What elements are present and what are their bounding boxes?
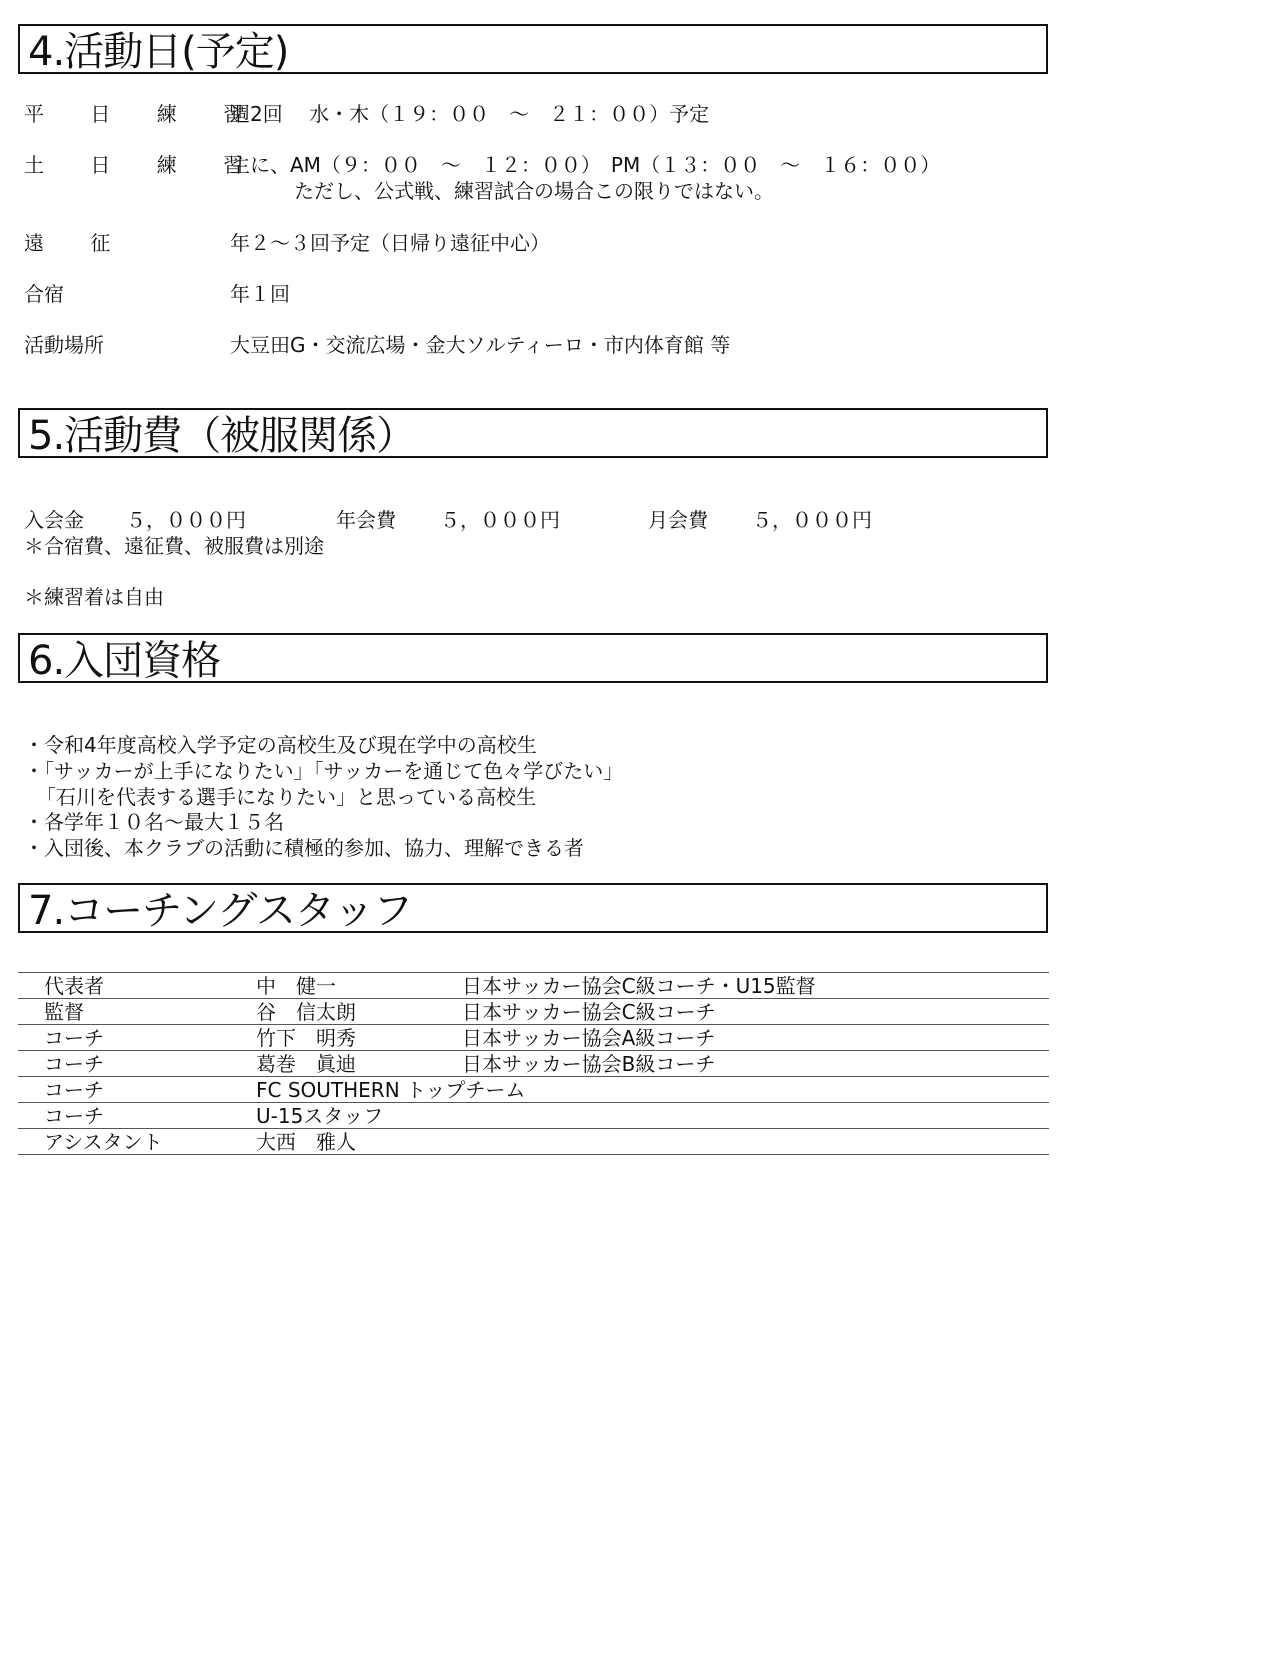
expedition-label: 遠 征 (24, 231, 131, 255)
location-label: 活動場所 (24, 333, 104, 357)
staff-role: コーチ (18, 1025, 256, 1051)
entry-fee-amount: ５，０００円 (126, 508, 246, 532)
staff-role: コーチ (18, 1103, 256, 1129)
qualification-line-2: ・「サッカーが上手になりたい」「サッカーを通じて色々学びたい」 (24, 759, 624, 783)
weekday-practice-label: 平 日 練 習 (24, 102, 264, 126)
qualification-line-5: ・入団後、本クラブの活動に積極的参加、協力、理解できる者 (24, 836, 584, 860)
weekend-practice-value: 主に、AM（９：００ ～ １２：００） PM（１３：００ ～ １６：００） (230, 153, 941, 177)
qualification-line-1: ・令和4年度高校入学予定の高校生及び現在学中の高校生 (24, 733, 537, 757)
staff-cert: 日本サッカー協会C級コーチ (462, 999, 1049, 1025)
section-6-header (18, 633, 1048, 683)
qualification-line-4: ・各学年１０名～最大１５名 (24, 810, 284, 834)
camp-value: 年１回 (230, 282, 290, 306)
staff-name: 中 健一 (256, 973, 462, 999)
entry-fee-label: 入会金 (24, 508, 84, 532)
table-row (18, 1025, 1049, 1051)
monthly-fee-amount: ５，０００円 (752, 508, 872, 532)
weekday-practice-value: 週2回 水・木（１９：００ ～ ２１：００）予定 (230, 102, 710, 126)
staff-table (18, 972, 1049, 1155)
section-4-title: 4.活動日(予定) (28, 29, 289, 75)
staff-name: FC SOUTHERN トップチーム (256, 1077, 1049, 1103)
staff-role: コーチ (18, 1077, 256, 1103)
staff-name: 葛巻 眞迪 (256, 1051, 462, 1077)
table-row (18, 1077, 1049, 1103)
staff-role: コーチ (18, 1051, 256, 1077)
fees-note-2: ＊練習着は自由 (24, 585, 164, 609)
table-row (18, 1103, 1049, 1129)
table-row (18, 1051, 1049, 1077)
weekend-practice-label: 土 日 練 習 (24, 153, 264, 177)
staff-role: 監督 (18, 999, 256, 1025)
fees-note-1: ＊合宿費、遠征費、被服費は別途 (24, 534, 324, 558)
qualification-line-3: 「石川を代表する選手になりたい」と思っている高校生 (36, 785, 536, 809)
staff-name: 谷 信太朗 (256, 999, 462, 1025)
staff-name: 竹下 明秀 (256, 1025, 462, 1051)
staff-cert: 日本サッカー協会A級コーチ (462, 1025, 1049, 1051)
section-6-title: 6.入団資格 (28, 638, 221, 684)
table-row (18, 1129, 1049, 1155)
staff-cert: 日本サッカー協会C級コーチ・U15監督 (462, 973, 1049, 999)
expedition-value: 年２～３回予定（日帰り遠征中心） (230, 231, 550, 255)
staff-name: 大西 雅人 (256, 1129, 1049, 1155)
table-row (18, 973, 1049, 999)
table-row (18, 999, 1049, 1025)
section-7-header (18, 883, 1048, 933)
staff-role: アシスタント (18, 1129, 256, 1155)
staff-cert: 日本サッカー協会B級コーチ (462, 1051, 1049, 1077)
annual-fee-label: 年会費 (336, 508, 396, 532)
monthly-fee-label: 月会費 (648, 508, 708, 532)
weekend-practice-note: ただし、公式戦、練習試合の場合この限りではない。 (294, 179, 774, 203)
section-7-title: 7.コーチングスタッフ (28, 888, 412, 934)
camp-label: 合宿 (24, 282, 64, 306)
annual-fee-amount: ５，０００円 (440, 508, 560, 532)
section-5-title: 5.活動費（被服関係） (28, 413, 416, 459)
staff-role: 代表者 (18, 973, 256, 999)
staff-name: U-15スタッフ (256, 1103, 1049, 1129)
section-5-header (18, 408, 1048, 458)
section-4-header (18, 24, 1048, 74)
location-value: 大豆田G・交流広場・金大ソルティーロ・市内体育館 等 (230, 333, 731, 357)
